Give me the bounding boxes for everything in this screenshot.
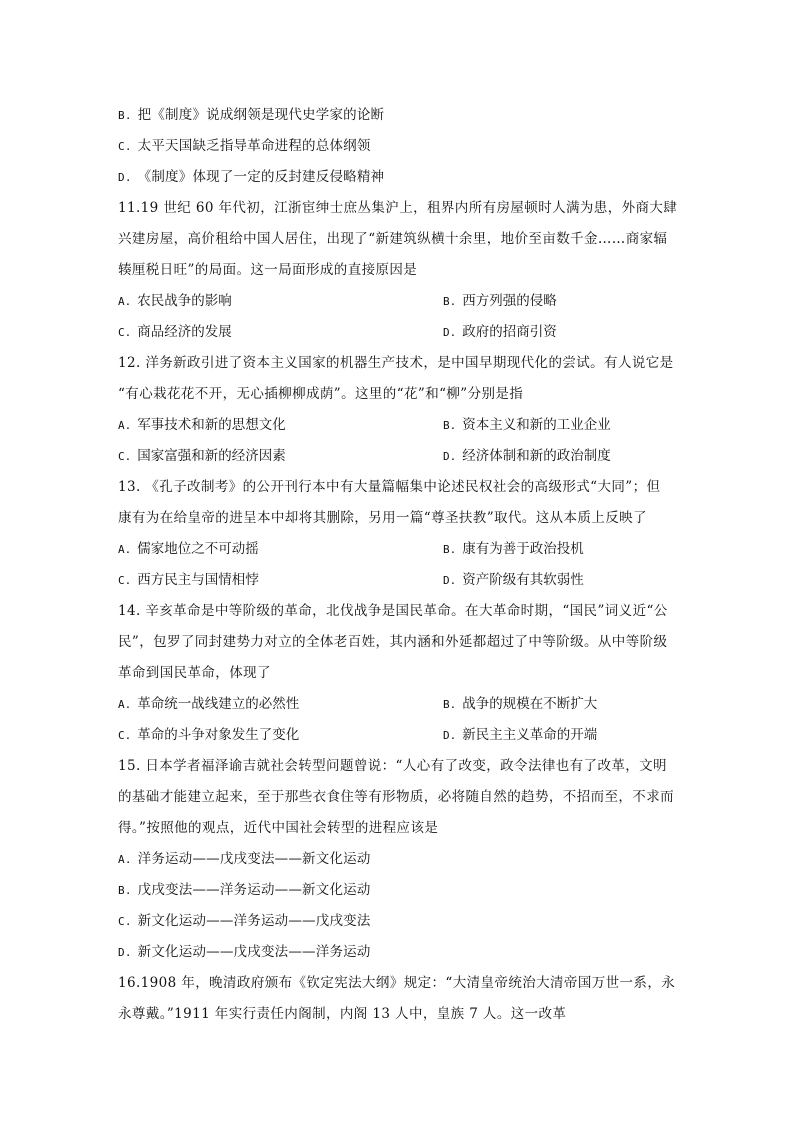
option-b: B. 把《制度》说成纲领是现代史学家的论断	[118, 107, 385, 123]
options-row	[118, 317, 678, 348]
option-c: C. 西方民主与国情相悖	[118, 572, 259, 588]
option-a: A. 洋务运动——戊戌变法——新文化运动	[118, 851, 371, 867]
question-15	[118, 751, 678, 968]
options-row	[118, 689, 678, 720]
option-a: A. 军事技术和新的思想文化	[118, 417, 286, 433]
question-stem: 14. 辛亥革命是中等阶级的革命，北伐战争是国民革命。在大革命时期，“国民”词义近“公 民”，包罗了同封建势力对立的全体老百姓，其内涵和外延都超过了中等阶级。从中等阶级 革命到国民革命，体现了	[118, 603, 668, 681]
option-c: C. 新文化运动——洋务运动——戊戌变法	[118, 913, 371, 929]
option-c: C. 太平天国缺乏指导革命进程的总体纲领	[118, 138, 371, 154]
question-11	[118, 193, 678, 348]
options-row	[118, 286, 678, 317]
exam-page	[118, 100, 678, 1030]
options-row	[118, 534, 678, 565]
question-10-options	[118, 100, 678, 193]
question-12	[118, 348, 678, 472]
options-row	[118, 720, 678, 751]
option-c: C. 国家富强和新的经济因素	[118, 448, 286, 464]
option-b: B. 康有为善于政治投机	[443, 541, 584, 557]
option-a: A. 革命统一战线建立的必然性	[118, 696, 300, 712]
option-d: D. 资产阶级有其软弱性	[443, 572, 584, 588]
option-b: B. 戊戌变法——洋务运动——新文化运动	[118, 882, 371, 898]
option-c: C. 革命的斗争对象发生了变化	[118, 727, 300, 743]
question-stem: 16.1908 年，晚清政府颁布《钦定宪法大纲》规定：“大清皇帝统治大清帝国万世一系，永 永尊戴。”1911 年实行责任内阁制，内阁 13 人中，皇族 7 人。这一改革	[118, 975, 676, 1022]
option-d: D. 新文化运动——戊戌变法——洋务运动	[118, 944, 371, 960]
options-row	[118, 441, 678, 472]
options-row	[118, 410, 678, 441]
option-d: D. 《制度》体现了一定的反封建反侵略精神	[118, 169, 385, 185]
question-stem: 13. 《孔子改制考》的公开刊行本中有大量篇幅集中论述民权社会的高级形式“大同”；但 康有为在给皇帝的进呈本中却将其删除，另用一篇“尊圣扶教”取代。这从本质上反映了	[118, 479, 661, 526]
option-d: D. 政府的招商引资	[443, 324, 557, 340]
option-b: B. 资本主义和新的工业企业	[443, 417, 611, 433]
option-a: A. 儒家地位之不可动摇	[118, 541, 259, 557]
question-14	[118, 596, 678, 751]
question-stem: 15. 日本学者福泽谕吉就社会转型问题曾说：“人心有了改变，政令法律也有了改革，文明 的基础才能建立起来，至于那些衣食住等有形物质，必将随自然的趋势，不招而至，不求而 得。”按照他的观点，近代中国社会转型的进程应该是	[118, 758, 674, 836]
option-b: B. 西方列强的侵略	[443, 293, 557, 309]
question-13	[118, 472, 678, 596]
option-a: A. 农民战争的影响	[118, 293, 232, 309]
question-16	[118, 968, 678, 1030]
option-c: C. 商品经济的发展	[118, 324, 232, 340]
option-d: D. 经济体制和新的政治制度	[443, 448, 611, 464]
question-stem: 12. 洋务新政引进了资本主义国家的机器生产技术，是中国早期现代化的尝试。有人说它是 “有心栽花花不开，无心插柳柳成荫”。这里的“花”和“柳”分别是指	[118, 355, 674, 402]
options-row	[118, 565, 678, 596]
question-stem: 11.19 世纪 60 年代初，江浙宦绅士庶丛集沪上，租界内所有房屋顿时人满为患，外商大肆 兴建房屋，高价租给中国人居住，出现了“新建筑纵横十余里，地价至亩数千金……商家辐 辏厘税日旺”的局面。这一局面形成的直接原因是	[118, 200, 678, 278]
option-d: D. 新民主主义革命的开端	[443, 727, 598, 743]
option-b: B. 战争的规模在不断扩大	[443, 696, 598, 712]
